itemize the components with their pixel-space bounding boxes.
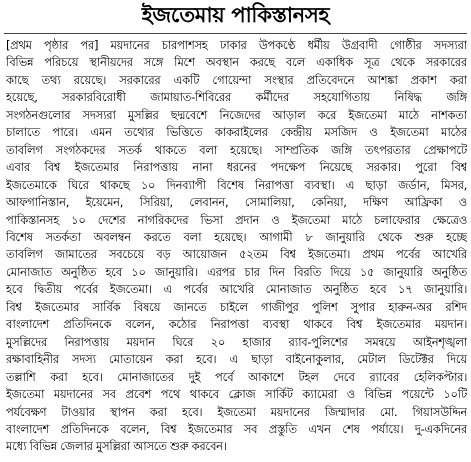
article-line: চালাতে পারে। এমন তথ্যের ভিত্তিতে কাকরাইলের কেন্দ্রীয় মসজিদ ও ইজতেমা মাঠের — [6, 125, 467, 140]
article-line: আফগানিস্তান, ইয়েমেন, সিরিয়া, লেবানন, সোমালিয়া, কেনিয়া, দক্ষিণ আফ্রিকা ও — [6, 195, 467, 210]
article-line: তাবলিগ সংগঠকদের সতর্ক থাকতে বলা হয়েছে। সাম্প্রতিক জঙ্গি তৎপরতার প্রেক্ষাপটে — [6, 142, 467, 157]
article-line: বিভিন্ন পরিচয়ে স্থানীয়দের সঙ্গে মিশে অবস্থান করছে বলে একাধিক সূত্র থেকে সরকারের — [6, 55, 467, 70]
article-line: ইজতেমা ময়দানের সব প্রবেশ পথে থাকবে ক্লোজ সার্কিট ক্যামেরা ও বিভিন্ন পয়েন্টে ১০টি — [6, 387, 467, 402]
continuation-tag: [প্রথম পৃষ্ঠার পর] — [6, 38, 99, 52]
article-line: বাংলাদেশ প্রতিদিনকে বলেন, বিশ্ব ইজতেমার সব প্রস্তুতি এখন শেষ পর্যায়ে। দু-একদিনের — [6, 421, 467, 436]
article-line: তল্লাশি করা হবে। মোনাজাতের দুই পর্বে আকাশে টহল দেবে র‌্যাবের হেলিকপ্টার। — [6, 369, 467, 384]
article-line: রক্ষাবাহিনীর সদস্য মোতায়েন করা হবে। এ ছাড়া বাইনোকুলার, মেটাল ডিটেক্টর দিয়ে — [6, 352, 467, 367]
article-headline: ইজতেমায় পাকিস্তানসহ — [141, 3, 330, 27]
article-line: মোনাজাত অনুষ্ঠিত হবে ১০ জানুয়ারি। এরপর চার দিন বিরতি দিয়ে ১৫ জানুয়ারি অনুষ্ঠিত — [6, 264, 467, 279]
article-line: পাকিস্তানসহ ১০ দেশের নাগরিকদের ভিসা প্রদান ও ইজতেমা মাঠে চলাফেরার ক্ষেত্রেও — [6, 212, 467, 227]
headline-divider — [4, 33, 467, 34]
article-line: মধ্যে বিভিন্ন জেলার মুসল্লিরা আসতে শুরু করবেন। — [6, 439, 227, 454]
article-line: তাবলিগ জামাতের সবচেয়ে বড় আয়োজন ৫২তম বিশ্ব ইজতেমা। প্রথম পর্বের আখেরি — [6, 247, 467, 262]
article-line: এবার বিশ্ব ইজতেমার নিরাপত্তায় নানা ধরনের পদক্ষেপ নিয়েছে সরকার। পুরো বিশ্ব — [6, 160, 467, 175]
article-line: বিশ্ব ইজতেমার সার্বিক বিষয়ে জানতে চাইলে গাজীপুর পুলিশ সুপার হারুন-অর রশিদ — [6, 299, 467, 314]
article-body — [6, 37, 467, 456]
article-line-text: ময়দানের চারপাশসহ ঢাকার উপকণ্ঠে ধর্মীয় উগ্রবাদী গোষ্ঠীর সদস্যরা — [98, 38, 467, 52]
article-line: হবে দ্বিতীয় পর্বের ইজতেমা। এ পর্বের আখেরি মোনাজাত অনুষ্ঠিত হবে ১৭ জানুয়ারি। — [6, 282, 467, 297]
article-line: মুসল্লিদের নিরাপত্তায় ময়দান ঘিরে ২০ হাজার র‌্যাব-পুলিশের সমন্বয়ে আইনশৃঙ্খলা — [6, 334, 467, 349]
article-line: কাছে তথ্য রয়েছে। সরকারের একটি গোয়েন্দা সংস্থার প্রতিবেদনে আশঙ্কা প্রকাশ করা — [6, 72, 467, 87]
article-line: সংগঠনগুলোর সদস্যরা মুসল্লির ছদ্মবেশে নিজেদের আড়াল করে ইজতেমা মাঠে নাশকতা — [6, 107, 467, 122]
article-line: বিশেষ সতর্কতা অবলম্বন করতে বলা হয়েছে। আগামী ৮ জানুয়ারি থেকে শুরু হচ্ছে — [6, 229, 467, 244]
article-line: ইজতেমাকে ঘিরে থাকছে ১০ দিনব্যাপী বিশেষ নিরাপত্তা ব্যবস্থা। এ ছাড়া জর্ডান, মিসর, — [6, 177, 467, 192]
article-line: পর্যবেক্ষণ টাওয়ার স্থাপন করা হবে। ইজতেমা ময়দানের জিম্মাদার মো. গিয়াসউদ্দিন — [6, 404, 467, 419]
article-line — [6, 37, 467, 54]
article-line: হয়েছে, সরকারবিরোধী জামায়াত-শিবিরের কর্মীদের সহযোগিতায় নিষিদ্ধ জঙ্গি — [6, 90, 467, 105]
article-line: বাংলাদেশ প্রতিদিনকে বলেন, কঠোর নিরাপত্তা ব্যবস্থা থাকবে বিশ্ব ইজতেমার ময়দান। — [6, 317, 467, 332]
